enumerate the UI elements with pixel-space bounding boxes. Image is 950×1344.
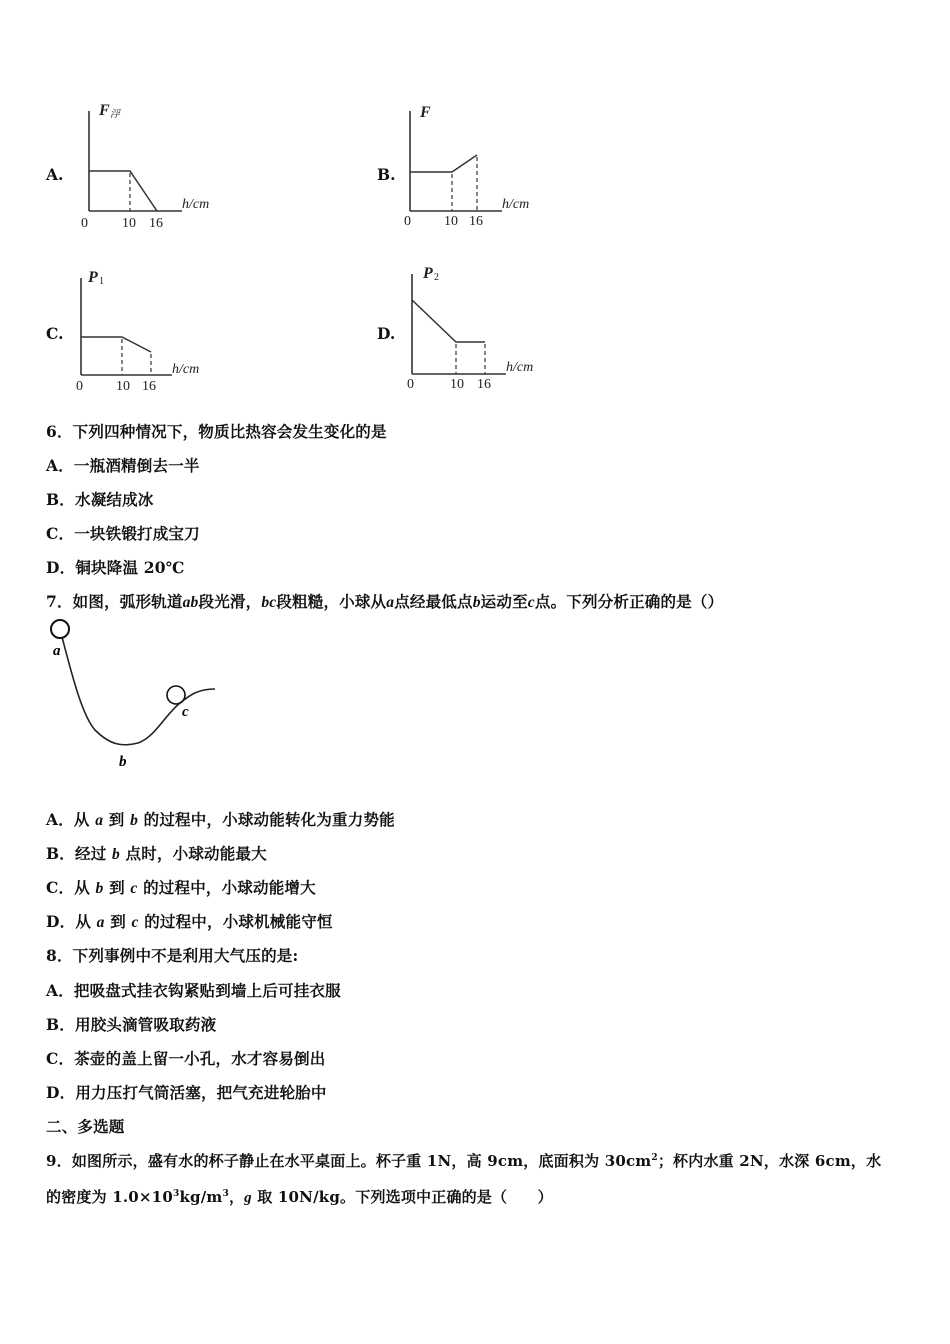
y-label: P [88,269,98,286]
q8-option-c[interactable]: C．茶壶的盖上留一小孔，水才容易倒出 [46,1049,326,1068]
graph-d [393,260,553,400]
ball-c [167,686,185,704]
tick-10: 10 [444,214,458,229]
q6-option-c[interactable]: C．一块铁锻打成宝刀 [46,524,200,543]
q7-option-a[interactable]: A．从 a 到 b 的过程中，小球动能转化为重力势能 [46,810,395,829]
q7-option-d[interactable]: D．从 a 到 c 的过程中，小球机械能守恒 [46,912,333,931]
x-label: h/cm [502,197,530,212]
graph-a [70,95,230,235]
origin-label: 0 [404,214,411,229]
q7-option-c[interactable]: C．从 b 到 c 的过程中，小球动能增大 [46,878,316,897]
tick-10: 10 [116,379,130,394]
track-figure [40,615,230,780]
label-c: c [182,704,189,720]
q6-option-b[interactable]: B．水凝结成冰 [46,490,154,509]
q8-stem: 8．下列事例中不是利用大气压的是: [46,946,299,965]
y-label-sub: 2 [434,272,439,283]
y-label-sub: 1 [99,276,104,287]
option-label: D. [377,324,396,343]
origin-label: 0 [76,379,83,394]
ball-a [51,620,69,638]
y-label: P [423,265,433,282]
q6-option-d[interactable]: D．铜块降温 20℃ [46,558,185,577]
y-label-sub: 浮 [110,109,120,120]
tick-16: 16 [149,216,163,231]
q6-option-a[interactable]: A．一瓶酒精倒去一半 [46,456,200,475]
q8-option-a[interactable]: A．把吸盘式挂衣钩紧贴到墙上后可挂衣服 [46,981,341,1000]
x-label: h/cm [182,197,210,212]
graph-c [62,262,222,402]
x-label: h/cm [172,362,200,377]
y-label: F [99,102,110,119]
y-label: F [420,104,431,121]
q9-stem-line2: 的密度为 $1.0\times 10^3kg/m^3$，g 取 10N/kg。下列选项中正确的是（ ） [46,1188,553,1206]
origin-label: 0 [407,377,414,392]
tick-10: 10 [122,216,136,231]
tick-16: 16 [469,214,483,229]
section-title: 二、多选题 [46,1117,125,1136]
tick-10: 10 [450,377,464,392]
option-label: A. [46,165,64,184]
label-a: a [53,643,61,659]
origin-label: 0 [81,216,88,231]
q8-option-d[interactable]: D．用力压打气筒活塞，把气充进轮胎中 [46,1083,327,1102]
option-label: B. [377,165,396,184]
option-label: C. [46,324,64,343]
q7-stem: 7．如图，弧形轨道ab段光滑，bc段粗糙，小球从a点经最低点b运动至c点。下列分析正确的是（） [46,592,724,611]
q7-option-b[interactable]: B．经过 b 点时，小球动能最大 [46,844,267,863]
tick-16: 16 [477,377,491,392]
label-b: b [119,754,127,770]
x-label: h/cm [506,360,534,375]
tick-16: 16 [142,379,156,394]
q9-stem-line1: 9．如图所示，盛有水的杯子静止在水平桌面上。杯子重 1N，高 9cm，底面积为 $30cm^2$；杯内水重 2N，水深 6cm，水 [46,1152,882,1170]
q6-stem: 6．下列四种情况下，物质比热容会发生变化的是 [46,422,387,441]
q8-option-b[interactable]: B．用胶头滴管吸取药液 [46,1015,217,1034]
graph-b [390,95,550,235]
